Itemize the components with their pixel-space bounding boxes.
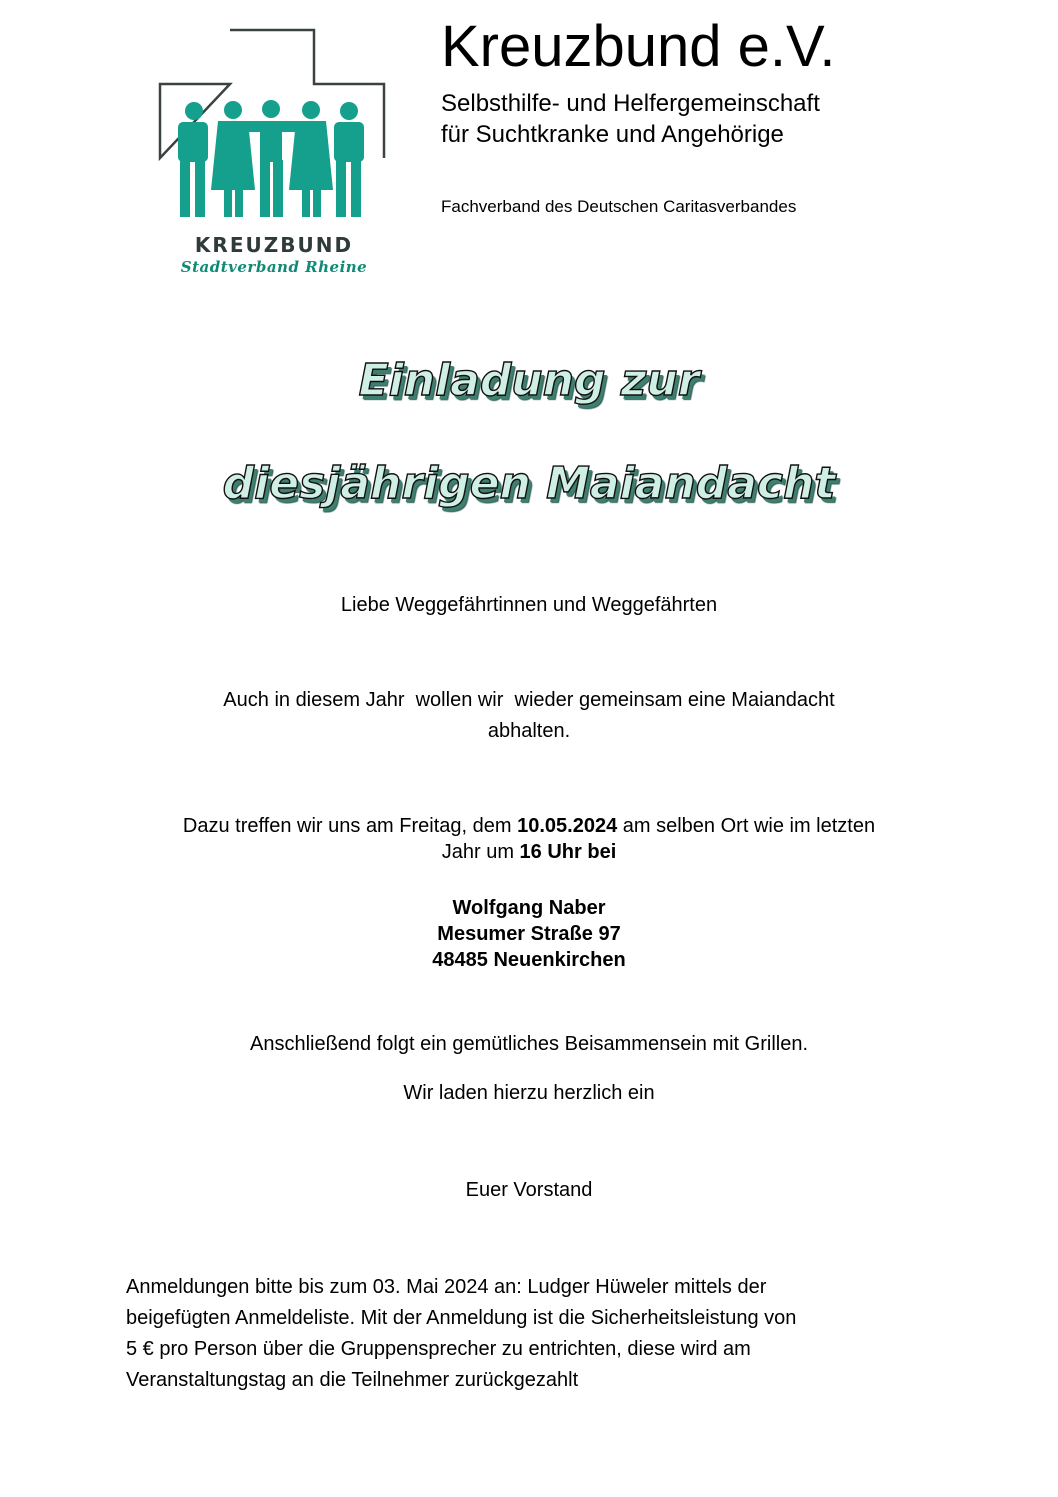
afterwards-text: Anschließend folgt ein gemütliches Beisammensein mit Grillen. [249, 1033, 809, 1055]
registration-line-4: Veranstaltungstag an die Teilnehmer zurückgezahlt [126, 1369, 579, 1391]
organization-name: Kreuzbund e.V. [441, 14, 836, 79]
registration-line-1: Anmeldungen bitte bis zum 03. Mai 2024 an: Ludger Hüweler mittels der [126, 1276, 767, 1298]
affiliation-text: Fachverband des Deutschen Caritasverbandes [441, 197, 797, 216]
meeting-line-2-prefix: Jahr um [441, 841, 520, 863]
registration-line-2: beigefügten Anmeldeliste. Mit der Anmeldung ist die Sicherheitsleistung von [126, 1307, 797, 1329]
headline-line-1: Einladung zur [358, 355, 700, 406]
cross-people-icon [158, 28, 390, 233]
registration-line-3: 5 € pro Person über die Gruppensprecher zu entrichten, diese wird am [126, 1338, 751, 1360]
tagline-line-1: Selbsthilfe- und Helfergemeinschaft [441, 90, 820, 117]
address-block [0, 895, 1058, 973]
meeting-suffix: am selben Ort wie im letzten [617, 815, 876, 837]
meeting-paragraph [0, 813, 1058, 865]
meeting-line-2 [0, 839, 1058, 865]
organization-tagline [441, 88, 820, 150]
kreuzbund-logo [158, 28, 390, 280]
meeting-prefix: Dazu treffen wir uns am Freitag, dem [182, 815, 518, 837]
logo-subtitle: Stadtverband Rheine [180, 258, 368, 276]
registration-notice [126, 1272, 926, 1396]
logo-wordmark: KREUZBUND [194, 233, 354, 257]
address-street: Mesumer Straße 97 [437, 923, 621, 945]
headline-line-2: diesjährigen Maiandacht [222, 458, 836, 509]
signature-text: Euer Vorstand [465, 1179, 593, 1201]
address-city: 48485 Neuenkirchen [432, 949, 626, 971]
intro-paragraph [0, 685, 1058, 747]
intro-line-2: abhalten. [487, 720, 571, 742]
meeting-line-1 [0, 813, 1058, 839]
invite-text: Wir laden hierzu herzlich ein [403, 1082, 655, 1104]
intro-line-1: Auch in diesem Jahr wollen wir wieder gemeinsam eine Maiandacht [223, 689, 835, 711]
tagline-line-2: für Suchtkranke und Angehörige [441, 121, 784, 148]
meeting-time: 16 Uhr bei [519, 841, 617, 863]
greeting: Liebe Weggefährtinnen und Weggefährten [340, 594, 718, 616]
address-name: Wolfgang Naber [452, 897, 606, 919]
meeting-date: 10.05.2024 [517, 815, 618, 837]
